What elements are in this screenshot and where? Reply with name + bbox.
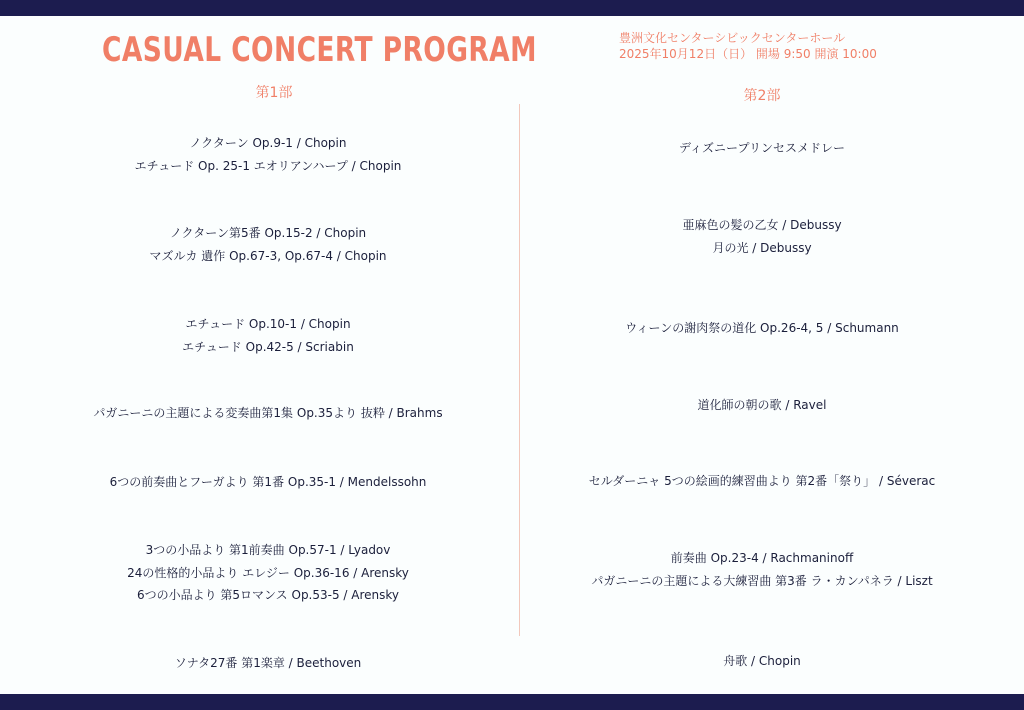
part-1-group-4 — [33, 402, 503, 425]
program-item: 6つの前奏曲とフーガより 第1番 Op.35-1 / Mendelssohn — [109, 475, 427, 489]
program-sheet — [0, 16, 1024, 694]
part-1-group-2 — [33, 222, 503, 267]
program-item: ノクターン第5番 Op.15-2 / Chopin — [169, 226, 367, 240]
program-item: ウィーンの謝肉祭の道化 Op.26-4, 5 / Schumann — [625, 321, 899, 335]
part-2-group-1 — [527, 137, 997, 160]
program-item: 亜麻色の髪の乙女 / Debussy — [682, 218, 842, 232]
program-item: 月の光 / Debussy — [712, 240, 812, 255]
program-item: セルダーニャ 5つの絵画的練習曲より 第2番「祭り」 / Séverac — [588, 474, 936, 488]
part-1-group-3 — [33, 313, 503, 358]
program-item: ノクターン Op.9-1 / Chopin — [189, 136, 347, 150]
part-1-group-6 — [33, 539, 503, 607]
part-1-column — [33, 16, 537, 694]
part-2-column — [527, 16, 997, 694]
program-item: エチュード Op.10-1 / Chopin — [185, 317, 351, 331]
part-2-group-4 — [527, 394, 997, 417]
column-divider — [519, 104, 520, 636]
part-2-group-7 — [527, 650, 997, 673]
part-1-heading: 第1部 — [255, 85, 293, 101]
venue-name: 豊洲文化センターシビックセンターホール — [619, 31, 846, 45]
concert-schedule: 2025年10月12日（日） 開場 9:50 開演 10:00 — [619, 47, 877, 61]
part-2-group-6 — [527, 547, 997, 592]
program-item: 6つの小品より 第5ロマンス Op.53-5 / Arensky — [136, 588, 400, 602]
program-item: パガニーニの主題による大練習曲 第3番 ラ・カンパネラ / Liszt — [591, 573, 933, 588]
program-item: エチュード Op. 25-1 エオリアンハープ / Chopin — [134, 158, 402, 173]
program-item: エチュード Op.42-5 / Scriabin — [182, 339, 354, 354]
program-item: マズルカ 遺作 Op.67-3, Op.67-4 / Chopin — [149, 248, 387, 263]
program-item: 舟歌 / Chopin — [723, 654, 801, 668]
part-2-group-2 — [527, 214, 997, 259]
program-item: ディズニープリンセスメドレー — [679, 141, 845, 155]
program-item: パガニーニの主題による変奏曲第1集 Op.35より 抜粋 / Brahms — [93, 406, 443, 420]
program-item: ソナタ27番 第1楽章 / Beethoven — [174, 656, 362, 670]
part-2-heading: 第2部 — [743, 88, 781, 104]
program-item: 24の性格的小品より エレジー Op.36-16 / Arensky — [127, 565, 409, 580]
program-title: CASUAL CONCERT PROGRAM — [102, 30, 537, 70]
part-2-group-5 — [527, 470, 997, 493]
program-item: 3つの小品より 第1前奏曲 Op.57-1 / Lyadov — [145, 543, 391, 557]
program-item: 前奏曲 Op.23-4 / Rachmaninoff — [670, 551, 854, 565]
part-1-group-5 — [33, 471, 503, 494]
part-1-group-1 — [33, 132, 503, 177]
program-item: 道化師の朝の歌 / Ravel — [697, 398, 827, 412]
part-1-group-7 — [33, 652, 503, 675]
part-2-group-3 — [527, 317, 997, 340]
